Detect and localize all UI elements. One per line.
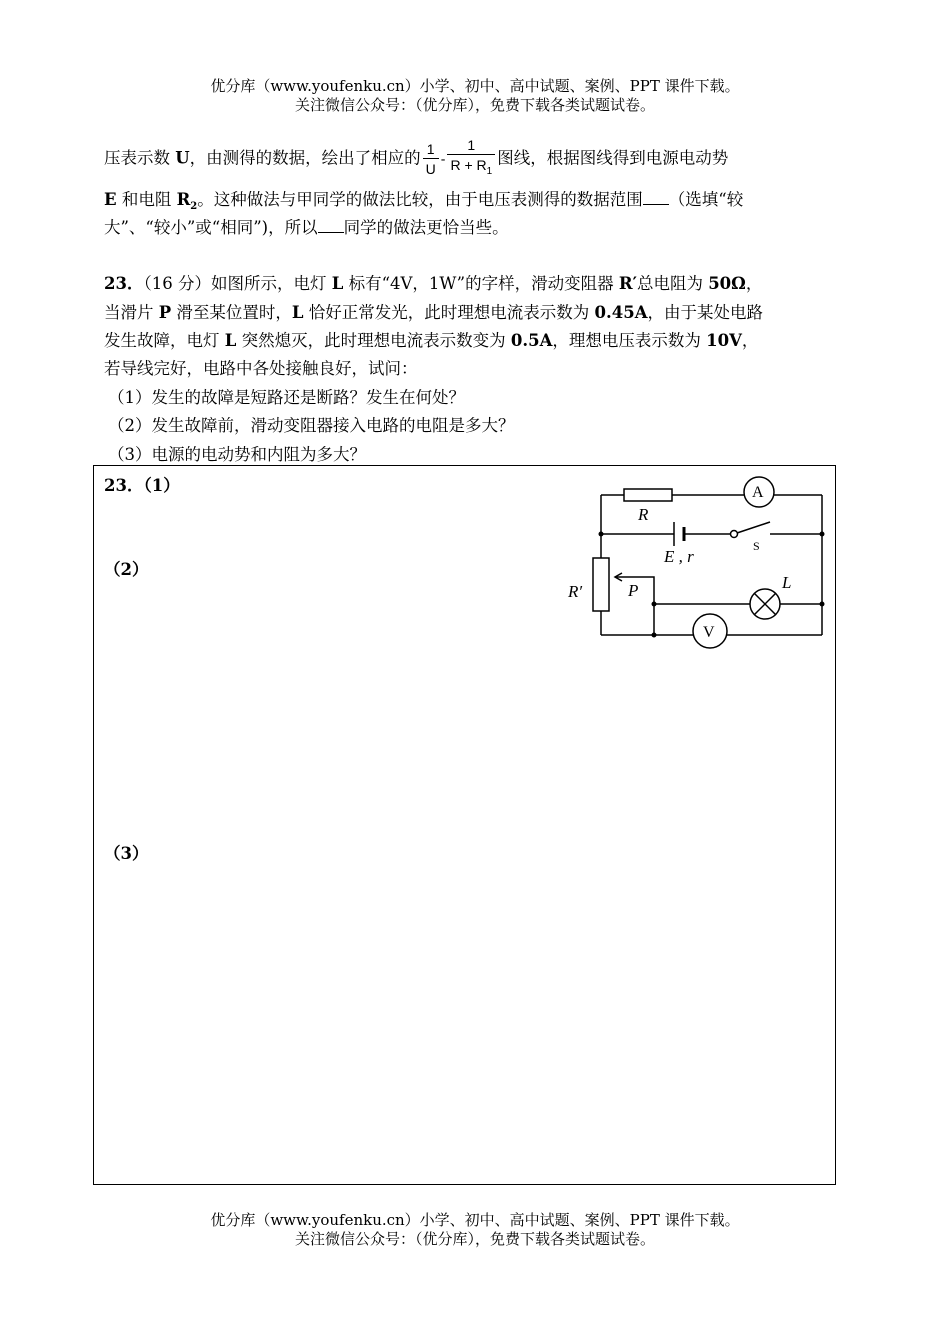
source-label: E , r [664, 547, 694, 566]
q23-sub-2: （2）发生故障前，滑动变阻器接入电路的电阻是多大？ [108, 416, 515, 435]
rheostat [593, 558, 609, 611]
minus-sign: - [440, 150, 446, 167]
page-footer [0, 1211, 950, 1249]
prev-line-1: 压表示数 U，由测得的数据，绘出了相应的 $\frac{1}{U}$ - $\frac{1}{R + R_1}$ 图线，根据图线得到电源电动势 [104, 136, 728, 182]
switch-contact [731, 531, 738, 538]
switch-label: S [753, 539, 760, 553]
switch-lever [737, 522, 770, 533]
fraction-1-over-R-plus-R1: $\frac{1}{R + R_1}$ [447, 136, 495, 182]
answer-part-2: （2） [104, 560, 149, 579]
rheostat-label: R′ [568, 582, 583, 601]
q23-line-1: 23．（16 分）如图所示，电灯 L 标有“4V，1W”的字样，滑动变阻器 R′总电阻为 50Ω， [104, 274, 763, 293]
q23-line-2: 当滑片 P 滑至某位置时，L 恰好正常发光，此时理想电流表示数为 0.45A，由于某处电路 [104, 303, 764, 322]
fill-blank-1[interactable] [643, 190, 669, 205]
q23-sub-3: （3）电源的电动势和内阻为多大？ [108, 445, 366, 464]
lamp-label: L [782, 573, 792, 592]
fill-blank-2[interactable] [318, 218, 344, 233]
resistor-r [624, 489, 672, 501]
prev-line-2: E 和电阻 $R_2$。这种做法与甲同学的做法比较，由于电压表测得的数据范围 （选填“较 [104, 190, 744, 212]
header-line-1: 优分库（www.youfenku.cn）小学、初中、高中试题、案例、PPT 课件下载。 [210, 77, 740, 95]
ammeter-label: A [752, 484, 764, 501]
prev-line-3: 大”、“较小”或“相同”)，所以 同学的做法更恰当些。 [104, 218, 509, 237]
voltmeter-label: V [703, 624, 715, 641]
footer-line-1: 优分库（www.youfenku.cn）小学、初中、高中试题、案例、PPT 课件下载。 [210, 1211, 740, 1229]
q23-line-4: 若导线完好，电路中各处接触良好，试问： [104, 359, 418, 378]
header-line-2: 关注微信公众号：（优分库），免费下载各类试题试卷。 [294, 96, 655, 114]
answer-part-3: （3） [104, 844, 149, 863]
page-header [0, 77, 950, 115]
slider-label: P [628, 581, 639, 600]
q23-sub-1: （1）发生的故障是短路还是断路？发生在何处？ [108, 388, 465, 407]
fraction-1-over-U: $\frac{1}{U}$ [423, 140, 439, 179]
circuit-diagram [560, 475, 835, 655]
resistor-label: R [638, 505, 649, 524]
answer-part-1: 23．（1） [104, 476, 180, 495]
q23-line-3: 发生故障，电灯 L 突然熄灭，此时理想电流表示数变为 0.5A，理想电压表示数为 10V， [104, 331, 759, 350]
footer-line-2: 关注微信公众号：（优分库），免费下载各类试题试卷。 [294, 1230, 655, 1248]
